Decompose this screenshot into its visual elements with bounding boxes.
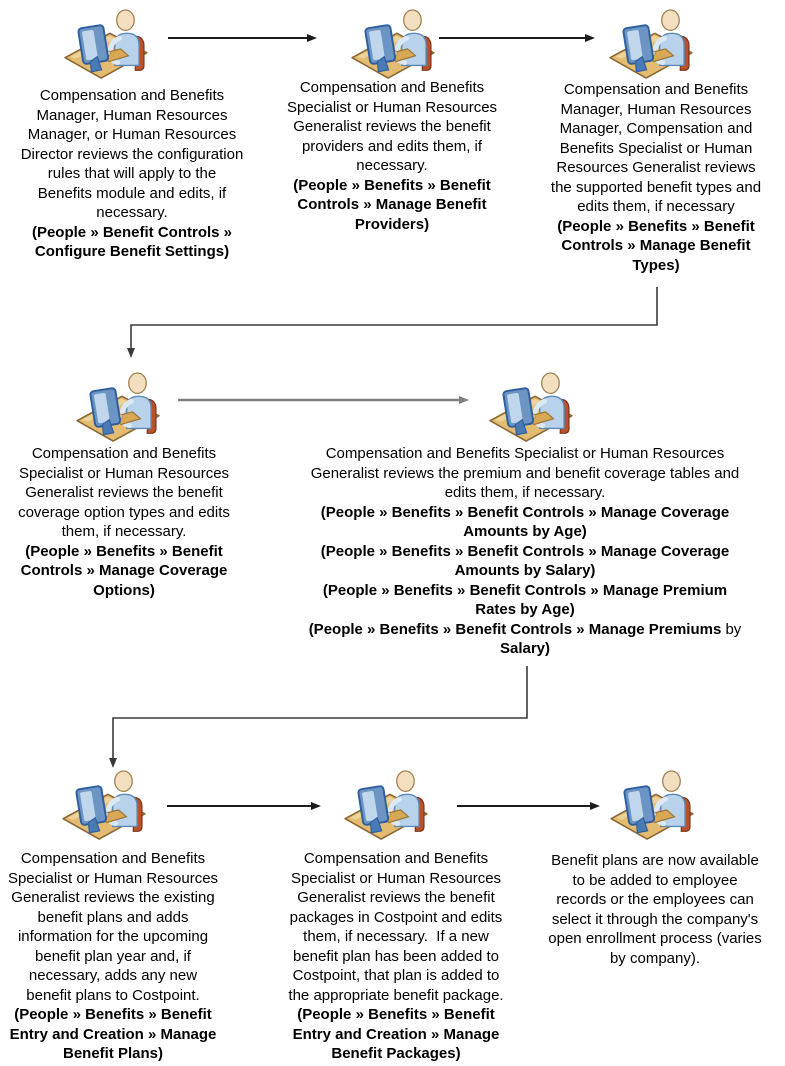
step-3-description: Compensation and Benefits Manager, Human Resources Manager, Compensation and Benefits Specialist or Human Resources Generalist reviews the supported benefit types and edits them, if necessary (People » Benefits » Benefit Controls » Manage Benefit Types) — [550, 81, 762, 274]
step-2-description: Compensation and Benefits Specialist or Human Resources Generalist reviews the benefit providers and edits them, if necessary. (People » Benefits » Benefit Controls » Manage Benefit Providers) — [286, 79, 498, 233]
step-7-description: Compensation and Benefits Specialist or Human Resources Generalist reviews the benefit packages in Costpoint and edits them, if necessary. If a new benefit plan has been added to Costpoint, that plan is added to the appropriate benefit package. (People » Benefits » Benefit Entry and Creation » Manage Benefit Packages) — [288, 850, 504, 1062]
connector-step3-to-step4 — [131, 287, 657, 349]
person-at-computer-icon — [344, 8, 442, 82]
person-at-computer-icon — [337, 769, 435, 843]
person-at-computer-icon — [55, 769, 153, 843]
step-4-description: Compensation and Benefits Specialist or Human Resources Generalist reviews the benefit coverage option types and edits them, if necessary. (People » Benefits » Benefit Controls » Manage Coverage Options) — [18, 445, 230, 599]
step-5-description: Compensation and Benefits Specialist or Human Resources Generalist reviews the premium and benefit coverage tables and edits them, if necessary. (People » Benefits » Benefit Controls » Manage Coverage Amounts by Age) (People » Benefits » Benefit Controls » Manage Coverage Amounts by Salary) (People » Benefits » Benefit Controls » Manage Premium Rates by Age) (People » Benefits » Benefit Controls » Manage Premiums by Salary) — [308, 445, 742, 657]
step-1-description: Compensation and Benefits Manager, Human Resources Manager, or Human Resources Director reviews the configuration rules that will apply to the Benefits module and edits, if necessary. (People » Benefit Controls » Configure Benefit Settings) — [20, 87, 244, 260]
step-8-description: Benefit plans are now available to be added to employee records or the employees can select it through the company's open enrollment process (varies by company). — [548, 852, 762, 967]
connector-step5-to-step6 — [113, 666, 527, 759]
step-6-description: Compensation and Benefits Specialist or Human Resources Generalist reviews the existing benefit plans and adds information for the upcoming benefit plan year and, if necessary, adds any new benefit plans to Costpoint. (People » Benefits » Benefit Entry and Creation » Manage Benefit Plans) — [7, 850, 219, 1062]
person-at-computer-icon — [603, 769, 701, 843]
person-at-computer-icon — [69, 371, 167, 445]
person-at-computer-icon — [482, 371, 580, 445]
person-at-computer-icon — [602, 8, 700, 82]
person-at-computer-icon — [57, 8, 155, 82]
